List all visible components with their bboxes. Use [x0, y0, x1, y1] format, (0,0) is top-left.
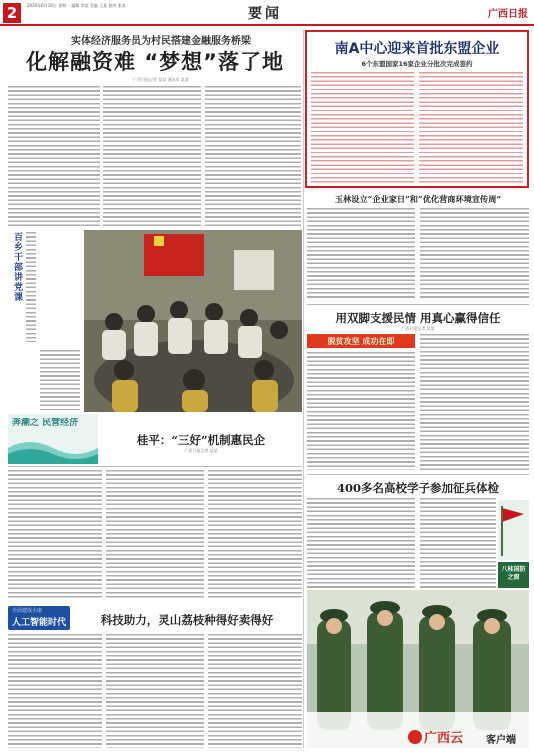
- vertical-feature-title: 百乡干部讲党课: [12, 232, 22, 302]
- section-title: 要闻: [248, 6, 282, 22]
- lead-body-col3: [205, 86, 301, 226]
- stripe-caption: 奔潮之 民营经济: [12, 418, 79, 428]
- story5-rule: [307, 474, 529, 475]
- story2-headline: 桂平：“三好”机制惠民企: [136, 433, 266, 447]
- lead-headline: 化解融资难 “梦想”落了地: [26, 50, 284, 74]
- story5-headline: 400多名高校学子参加征兵体检: [336, 481, 499, 495]
- story6-body-col2: [106, 634, 204, 748]
- lead-byline: 广西日报记者 某某 通讯员 某某: [133, 77, 189, 82]
- story4-byline: 广西日报记者 某某: [401, 326, 435, 331]
- story2-rule: [8, 466, 302, 467]
- vertical-feature-text: [40, 350, 80, 410]
- story4-body-col1: [307, 352, 415, 470]
- top-right-body-col1: [311, 72, 414, 184]
- lead-photo-image: [84, 230, 302, 412]
- story6-tag: [8, 606, 70, 630]
- story6-body-col3: [208, 634, 302, 748]
- story4-body-col2: [420, 334, 529, 470]
- soldier-photo-image: [307, 590, 529, 748]
- story4-banner-text: 脱贫攻坚 成功在即: [327, 337, 395, 346]
- app-logo-icon: [408, 730, 422, 744]
- paper-logo: 广西日报: [488, 9, 528, 20]
- vertical-feature-lead: [26, 232, 36, 342]
- story5-flag-art: [498, 500, 529, 560]
- story3-body-col1: [307, 208, 415, 298]
- top-right-subhead: 6个东盟国家16家企业分批次完成签约: [361, 60, 473, 68]
- soldier-photo: [307, 590, 529, 748]
- lead-kicker: 实体经济服务员为村民搭建金融服务桥梁: [71, 36, 251, 47]
- story3-body-col2: [420, 208, 529, 298]
- page-number: 2: [3, 3, 21, 23]
- page-header: [0, 0, 534, 26]
- story6-tag-top: 全面建成小康: [12, 608, 43, 614]
- story4-rule: [307, 304, 529, 305]
- lead-body-col1: [8, 86, 100, 226]
- story2-body-col2: [106, 470, 204, 598]
- lead-body-col2: [103, 86, 201, 226]
- story5-body-col1: [307, 498, 415, 588]
- app-client-label: 客户端: [486, 735, 516, 746]
- app-logo-text: 广西云: [424, 731, 464, 746]
- top-right-body-col2: [419, 72, 523, 184]
- story2-body-col3: [208, 470, 302, 598]
- story2-byline: 广西日报记者 某某: [184, 448, 218, 453]
- story5-badge-text: 八桂国防之窗: [501, 566, 526, 581]
- page-meta: 2020年6月16日 星期一 编辑 李某 美编 王某 校对 张某: [27, 3, 126, 8]
- lead-photo: [84, 230, 302, 412]
- story5-body-col2: [420, 498, 496, 588]
- story4-headline: 用双脚支援民情 用真心赢得信任: [335, 311, 501, 325]
- flag-icon: [498, 500, 529, 560]
- column-divider: [303, 30, 304, 748]
- story3-headline: 玉林设立“企业家日”和“优化营商环境宣传周”: [334, 194, 502, 204]
- story2-body-col1: [8, 470, 102, 598]
- top-right-headline: 南A中心迎来首批东盟企业: [334, 41, 500, 57]
- story5-badge: [498, 562, 529, 588]
- story4-banner: [307, 334, 415, 348]
- story6-headline: 科技助力，灵山荔枝种得好卖得好: [100, 613, 274, 627]
- story6-tag-main: 人工智能时代: [12, 618, 67, 628]
- story6-body-col1: [8, 634, 102, 748]
